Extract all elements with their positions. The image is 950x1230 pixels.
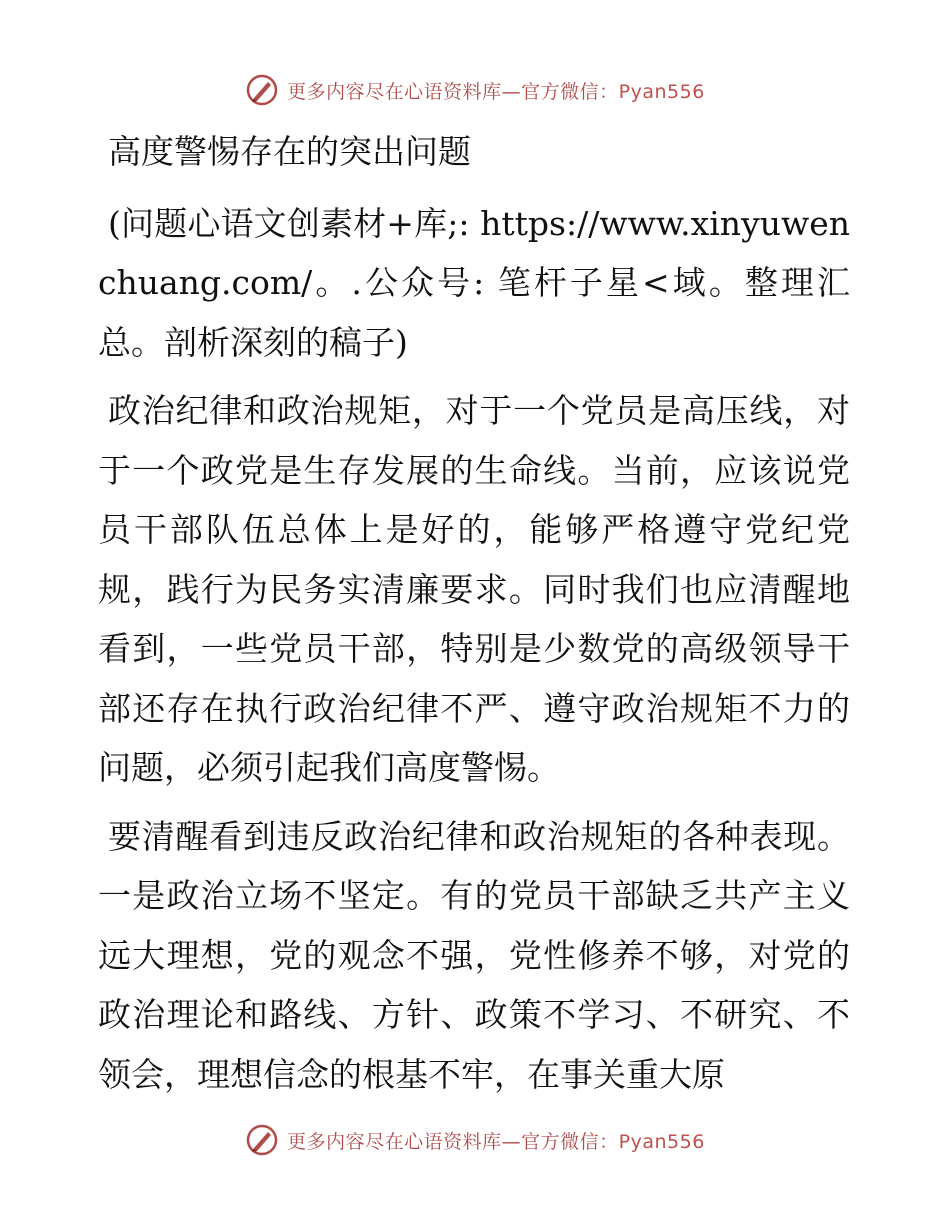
pen-logo-icon xyxy=(245,73,279,107)
source-note: (问题心语文创素材+库;: https://www.xinyuwenchuang.com/。.公众号: 笔杆子星<域。整理汇总。剖析深刻的稿子) xyxy=(98,203,850,362)
footer-banner-label: 更多内容尽在心语资料库—官方微信： xyxy=(287,1130,619,1153)
header-banner-label: 更多内容尽在心语资料库—官方微信： xyxy=(287,80,619,103)
header-banner xyxy=(0,70,950,110)
footer-banner xyxy=(0,1120,950,1160)
header-banner-text xyxy=(287,77,705,104)
paragraph-1: 政治纪律和政治规矩，对于一个党员是高压线，对于一个政党是生存发展的生命线。当前，应该说党员干部队伍总体上是好的，能够严格遵守党纪党规，践行为民务实清廉要求。同时我们也应清醒地看到，一些党员干部，特别是少数党的高级领导干部还存在执行政治纪律不严、遵守政治规矩不力的问题，必须引起我们高度警惕。 xyxy=(98,391,850,787)
paragraph-2: 要清醒看到违反政治纪律和政治规矩的各种表现。一是政治立场不坚定。有的党员干部缺乏共产主义远大理想，党的观念不强，党性修养不够，对党的政治理论和路线、方针、政策不学习、不研究、不领会，理想信念的根基不牢，在事关重大原 xyxy=(98,816,850,1094)
footer-wechat-handle: Pyan556 xyxy=(618,1130,705,1153)
document-body xyxy=(98,122,850,1113)
footer-banner-text xyxy=(287,1127,705,1154)
pen-logo-icon xyxy=(245,1123,279,1157)
document-title: 高度警惕存在的突出问题 xyxy=(108,132,471,171)
header-wechat-handle: Pyan556 xyxy=(618,80,705,103)
